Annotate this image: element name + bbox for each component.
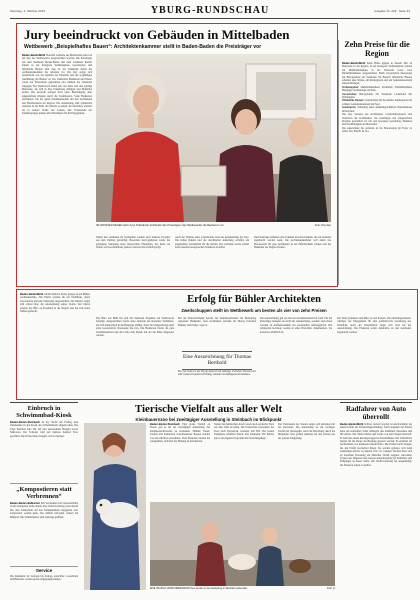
second-story-headline: Erfolg für Bühler Architekten — [187, 294, 321, 305]
left-item2-text: Baden-Baden-Balbacher Das Verbrennen von Gartenabfällen ist im Stadtgebiet nicht erlaubt. Die Stadtverwaltung weist darauf hin, dass Grünschnitt auf den Sammelplätzen abgegeben oder kompostiert werden kann. Wer Abfälle verbrennt, riskiert ein Bußgeld. Die Sammelplätze sind samstags geöffnet. — [10, 502, 78, 519]
left-item2-rule — [10, 483, 78, 484]
bottom-story-photo — [84, 423, 146, 590]
right-bottom-headline: Radfahrer von Auto überrollt — [345, 405, 407, 421]
header-issue: Ausgabe Nr. 229 · Seite 33 — [373, 9, 410, 13]
bottom-story-col-2: Neben den heimischen Arten waren auch exotische Tiere aus aller Welt zu sehen. Die Preisrichter bewerteten die Tiere nach Körperbau, Gefieder und Fell. Die besten Exemplare erhielten Pokale und Urkunden. Für Kinder gab es ein eigenes Programm mit Streichelgehege. — [214, 423, 274, 440]
top-story-photo — [96, 54, 331, 222]
bottom-story-headline: Tierische Vielfalt aus aller Welt — [134, 403, 283, 415]
top-story-col-3: Auch der Neubau einer Grundschule fand die Anerkennung der Jury. Die hellen Räume und die durchdachte Aufteilung schaffen ein angenehmes Lernumfeld für die Kinder. Das Gebäude wurde zudem nach neuesten energetischen Standards errichtet. — [175, 236, 249, 250]
top-story-col-1: Baden-Baden/Bühl Vierzehn Gebäude aus Mittelbaden sind von der Jury des Wettbewerbs ausgezeichnet worden. Die Preisträger aus dem Stadtkreis Baden-Baden und dem Landkreis Rastatt kamen in der Kategorie Wohnungsbau, Gewerbebau und öffentliche Bauten zum Zug. In der Trinkhalle stellte die Architektenkammer die Arbeiten vor. Die Jury zeigte sich beeindruckt von der Qualität der Entwürfe und der sorgfältigen Ausführung der Bauten vor Ort. Zahlreiche Bauherren und Planer waren zur Feierstunde gekommen und nahmen die Urkunden entgegen. Der Wettbewerb findet alle vier Jahre statt und würdigt Bauwerke, die sich in ihre Umgebung einfügen und Maßstäbe setzen. Die Auswahl erfolgte nach einer Besichtigung aller eingereichten Objekte durch die Kommission. Viele Bauherren berichteten von der guten Zusammenarbeit mit den Architekten und Handwerkern der Region. Die Ausstellung aller prämierten Arbeiten ist bis Ende des Monats zu sehen. Im Anschluss wandert sie in weitere Städte des Landes. Der Vorsitzende der Kammergruppe dankte allen Beteiligten für ihr Engagement. — [22, 54, 92, 115]
right-bottom-rule — [340, 402, 412, 403]
top-story-col-2: Neben den Gebäuden im Stadtgebiet wurden auch mehrere Projekte aus dem Umland gewürdigt. Besonders hervorgehoben wurde die gelungene Sanierung eines historischen Ensembles, das heute als Wohn- und Geschäftshaus genutzt wird und das Ortsbild prägt. — [96, 236, 170, 250]
second-story-col-4: Die Auszeichnung gilt als eine der renommiertesten im Land. Für die Preisträger bedeutet sie nicht nur Anerkennung, sondern auch einen Gewinn an Aufmerksamkeit bei potenziellen Auftraggebern. Die prämierten Gebäude werden in einer Broschüre dokumentiert, die kostenlos erhältlich ist. — [260, 317, 332, 334]
left-item1-text: Baden-Baden-Steinbach In der Nacht auf Freitag sind Unbekannte in den Kiosk des Schwimmbads eingebrochen. Die Täter hebelten eine Tür auf und entwendeten Bargeld sowie Süßwaren. Der Schaden wird auf mehrere hundert Euro geschätzt. Die Polizei bittet Zeugen, sich zu melden. — [10, 421, 78, 438]
second-story-col-5: Die Stadt gratulierte dem Büro zu den Preisen. Der Oberbürgermeister würdigte das Engagement für eine qualitätsvolle Gestaltung der Ortsbilder. Auch der Ortschaftsrat zeigte sich stolz auf die Auszeichnung. Die Plaketten sollen demnächst an den Gebäuden angebracht werden. — [337, 317, 411, 334]
bottom-story-subhead: Kleinbauernzoo bei zweitägiger Ausstellung in Steinbach im Blickpunkt — [135, 417, 282, 422]
bottom-story-col-1: Baden-Baden-Steinbach Eine große Vielfalt an Tieren gab es bei der zweitägigen Ausstellung des Kleintierzuchtvereins zu bestaunen. Hühner, Enten, Tauben und Kaninchen verschiedenster Rassen wurden von den Züchtern präsentiert. Viele Besucher nutzten die Gelegenheit, sich über die Haltung zu informieren. — [150, 423, 210, 444]
header-date: Samstag, 3. Oktober 2015 — [10, 9, 46, 13]
masthead: YBURG-RUNDSCHAU — [150, 5, 270, 16]
sidebar-divider — [338, 40, 339, 285]
sidebar-text: Baden-Baden/Bühl Zehn Preise gingen in diesem Jahr an Bauwerke in der Region. In der Kategorie Wohnungsbau wurden ein Mehrfamilienhaus in der Weststadt sowie zwei Einfamilienhäuser ausgezeichnet. Beim Gewerbebau überzeugte ein Bürogebäude am Stadtrand. Im Bereich öffentliche Bauten erhielten eine Schule, ein Kindergarten und ein Gemeindezentrum Auszeichnungen. Wohnungsbau: Mehrfamilienhaus, Stadtmitte; Einfamilienhaus Hanglage; Wohnanlage am Park. Gewerbebau: Bürogebäude mit Werkstatt; Ladenlokal mit Wohnungen. Öffentliche Bauten: Grundschule mit Sporthalle; Kindergarten im Grünen; Gemeindezentrum mit Saal. Sonderpreis: Sanierung eines denkmalgeschützten Bauernhauses im Rebland. Die Jury bestand aus Architekten, Landschaftsplanern und Vertretern der Kommunen. Sie besichtigte alle eingereichten Projekte persönlich vor Ort und bewertete Gestaltung, Funktion und Nachhaltigkeit der Bauwerke. Die Ausstellung der Arbeiten ist bis Monatsende im Foyer zu sehen. Der Eintritt ist frei. — [342, 62, 412, 134]
second-story-col-2: Bei der Preisverleihung betonte der Kammerpräsident die Bedeutung regionaler Baukultur. Gute Architektur entstehe im Dialog zwischen Bauherr und Planer, sagte er. — [178, 317, 256, 327]
left-item1-title: Einbruch in Schwimmbad-Kiosk — [16, 405, 72, 420]
top-story-headline: Jury beeindruckt von Gebäuden in Mittelbaden — [24, 27, 290, 42]
header-rule — [10, 18, 410, 19]
left-item3-rule — [10, 566, 78, 567]
dog-show-photo — [84, 423, 146, 590]
second-story-col-1: Das Büro aus Bühl hat sich mit mehreren Projekten am Wettbewerb beteiligt. Ausgezeichnet wurde unter anderem ein modernes Wohnhaus, das sich harmonisch in die Hanglage einfügt. Auch die Umgestaltung eines alten Gewerbehofs überzeugte die Jury. Die Bauherren lobten die gute Zusammenarbeit und die Liebe zum Detail, mit der die Pläne umgesetzt wurden. — [96, 317, 174, 338]
second-story-col-3: Für das Team ist der Erfolg Ansporn für künftige Vorhaben. Bereits jetzt sind weitere Projekte in Planung, darunter ein Mehrgenerationenhaus. — [178, 370, 256, 377]
second-story-lead: Baden-Baden/Bühl Gleich mehrere Preise gingen an ein Bühler Architekturbüro. Die Planer wurden für ein Wohnhaus, einen Gewerbebau und eine Sanierung ausgezeichnet. Der Inhaber zeigte sich erfreut über die Anerkennung seines Teams. Seit Jahren arbeitet das Büro an Projekten in der Region und hat sich einen Namen gemacht. — [20, 293, 90, 314]
sidebar-headline: Zehn Preise für die Region — [344, 40, 410, 58]
right-bottom-text: Baden-Baden/Bühl Schwer verletzt worden ist ein Radfahrer bei einem Unfall am Donnerstagnachmittag. Nach Angaben der Polizei hatte ein Autofahrer beim Abbiegen den Radfahrer übersehen und ihn erfasst. Der Mann stürzte und wurde von dem Wagen überrollt. Er kam mit einem Rettungswagen ins Krankenhaus. Die Unfallstelle musste für die Dauer der Bergung gesperrt werden. Es entstand ein Sachschaden von mehreren tausend Euro. Die Polizei sucht Zeugen, die den Unfall beobachtet haben. Sie werden gebeten, sich beim zuständigen Revier zu melden. Erst vor wenigen Wochen hatte sich an derselben Kreuzung ein ähnlicher Unfall ereignet. Anwohner fordern seit längerem eine bessere Ampelregelung für Radfahrer und Fußgänger an dieser Stelle. Die Stadtverwaltung hat angekündigt, die Situation erneut zu prüfen. — [340, 423, 412, 467]
left-item3-text: Die Redaktion ist montags bis freitags erreichbar. Leserbriefe und Hinweise werden gerne entgegengenommen. — [10, 575, 78, 582]
left-item3-title: Service — [35, 568, 53, 573]
left-col-rule — [10, 402, 78, 403]
animal-exhibition-photo — [150, 502, 335, 586]
second-story-quote: Eine Auszeichnung für Thomas Berthold — [182, 351, 252, 370]
top-story-caption: IM GROSSEN SEGEN stellt Jurys Präsidentin Architektin den Preisträgern des Wettbewerbs die Bauherren vor Foto: Penrose — [96, 224, 331, 227]
second-story-subhead: Zweitschuppen stellt im Wettbewerb am besten als vier von zehn Preisen — [181, 308, 327, 313]
jury-group-photo — [96, 54, 331, 222]
top-story-subhead: Wettbewerb „Beispielhaftes Bauen“: Architektenkammer stellt in Baden-Baden die Preisträger vor — [24, 44, 262, 50]
bottom-story-col-3: Der Vorsitzende des Vereins zeigte sich zufrieden mit der Resonanz. Die Ausstellung sei ein wichtiger Termin im Vereinsjahr. Auch die Bewirtung durch die Mitglieder fand großen Anklang bei den Gästen aus der ganzen Umgebung. — [278, 423, 335, 440]
bottom-story-photo-2 — [150, 502, 335, 586]
bottom-story-caption: EINE VIELFALT VERSCHIEDENSTER Tiere wurden in der Ausstellung in Steinbach präsentiert. Foto: pr — [150, 588, 335, 590]
top-story-col-4: Die Preisträger erhielten eine Urkunde und eine Plakette, die am Gebäude angebracht werden kann. Die Architektenkammer will damit das Bewusstsein für gute Architektur in der Öffentlichkeit stärken und die Baukultur der Region fördern. — [254, 236, 331, 250]
left-item2-title: „Kompostieren statt Verbrennen“ — [16, 486, 72, 501]
